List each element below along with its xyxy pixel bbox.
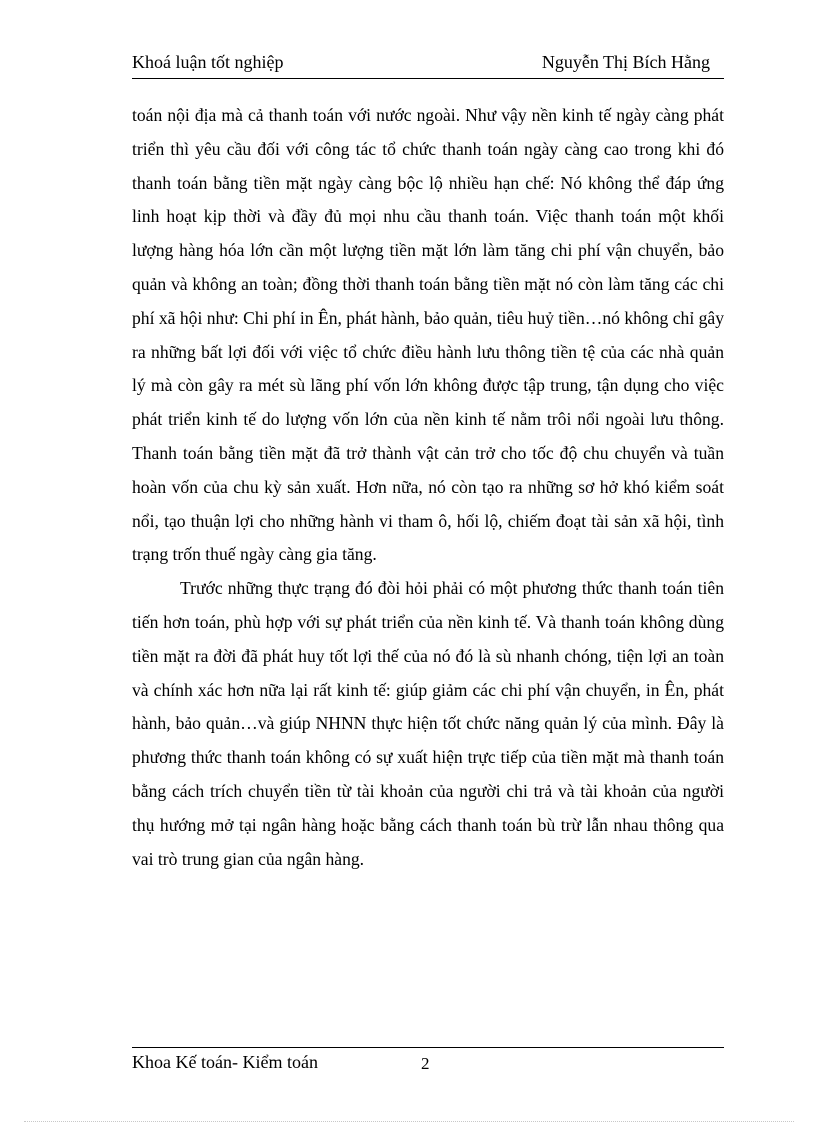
page-number: 2 [421,1054,430,1073]
footer-department: Khoa Kế toán- Kiểm toán [132,1052,318,1072]
document-body [132,99,724,876]
header-thesis-title: Khoá luận tốt nghiệp [132,52,284,72]
page-footer [132,1047,724,1078]
page-bottom-divider [24,1121,794,1122]
header-author-name: Nguyễn Thị Bích Hằng [541,52,710,72]
page-header [132,52,724,79]
paragraph-2: Trước những thực trạng đó đòi hỏi phải có một phương thức thanh toán tiên tiến hơn toán, phù hợp với sự phát triển của nền kinh tế. Và thanh toán không dùng tiền mặt ra đời đã phát huy tốt lợi thế của nó đó là sù nhanh chóng, tiện lợi an toàn và chính xác hơn nữa lại rất kinh tế: giúp giảm các chi phí vận chuyển, in Ên, phát hành, bảo quản…và giúp NHNN thực hiện tốt chức năng quản lý của mình. Đây là phương thức thanh toán không có sự xuất hiện trực tiếp của tiền mặt mà thanh toán bằng cách trích chuyển tiền từ tài khoản của người chi trả và tài khoản của người thụ hướng mở tại ngân hàng hoặc bằng cách thanh toán bù trừ lẫn nhau thông qua vai trò trung gian của ngân hàng. [132,578,724,869]
paragraph-1: toán nội địa mà cả thanh toán với nước ngoài. Như vậy nền kinh tế ngày càng phát triển thì yêu cầu đối với công tác tổ chức thanh toán ngày càng cao trong khi đó thanh toán bằng tiền mặt ngày càng bộc lộ nhiều hạn chế: Nó không thể đáp ứng linh hoạt kịp thời và đầy đủ mọi nhu cầu thanh toán. Việc thanh toán một khối lượng hàng hóa lớn cần một lượng tiền mặt lớn làm tăng chi phí vận chuyển, bảo quản và không an toàn; đồng thời thanh toán bằng tiền mặt nó còn làm tăng các chi phí xã hội như: Chi phí in Ên, phát hành, bảo quản, tiêu huỷ tiền…nó không chỉ gây ra những bất lợi đối với việc tổ chức điều hành lưu thông tiền tệ của các nhà quản lý mà còn gây ra mét sù lãng phí vốn lớn không được tập trung, tận dụng cho việc phát triển kinh tế do lượng vốn lớn của nền kinh tế nằm trôi nổi ngoài lưu thông. Thanh toán bằng tiền mặt đã trở thành vật cản trở cho tốc độ chu chuyển và tuần hoàn vốn của chu kỳ sản xuất. Hơn nữa, nó còn tạo ra những sơ hở khó kiểm soát nổi, tạo thuận lợi cho những hành vi tham ô, hối lộ, chiếm đoạt tài sản xã hội, tình trạng trốn thuế ngày càng gia tăng. [132,105,725,565]
